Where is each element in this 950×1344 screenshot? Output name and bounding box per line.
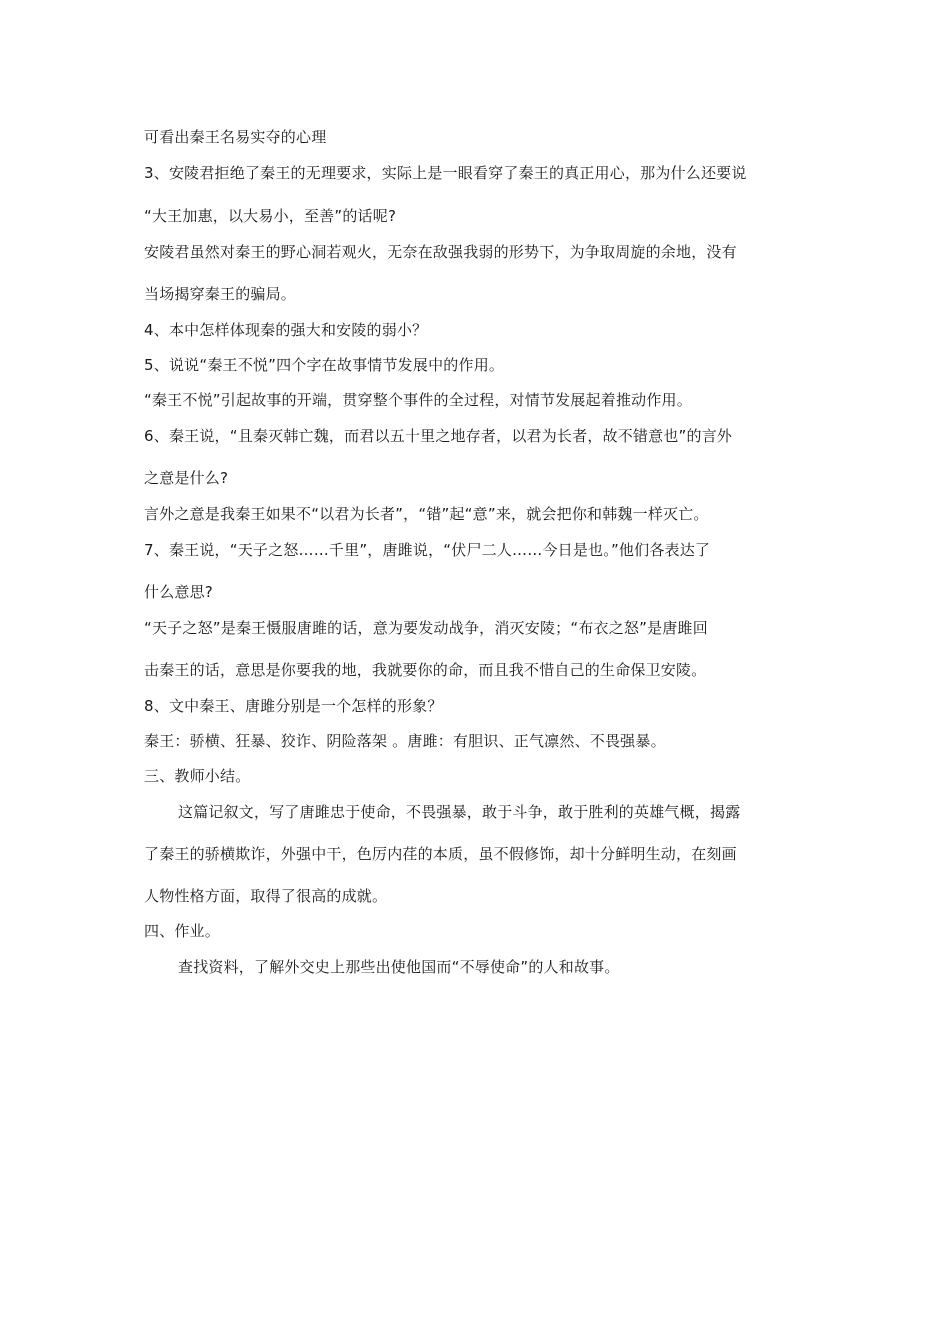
- homework-line: 查找资料，了解外交史上那些出使他国而“不辱使命”的人和故事。: [178, 958, 620, 976]
- section-heading-summary: 三、教师小结。: [144, 767, 251, 785]
- question-3-line-1: 3、安陵君拒绝了秦王的无理要求，实际上是一眼看穿了秦王的真正用心，那为什么还要说: [144, 164, 747, 182]
- question-7-line-2: 什么意思?: [144, 583, 213, 601]
- question-8-line: 8、文中秦王、唐雎分别是一个怎样的形象？: [144, 697, 443, 715]
- answer-8-line: 秦王：骄横、狂暴、狡诈、阴险落架 。唐雎：有胆识、正气凛然、不畏强暴。: [144, 732, 666, 750]
- summary-line-3: 人物性格方面，取得了很高的成就。: [144, 887, 388, 905]
- answer-7-line-2: 击秦王的话，意思是你要我的地，我就要你的命，而且我不惜自己的生命保卫安陵。: [144, 661, 707, 679]
- answer-7-line-1: “天子之怒”是秦王慑服唐雎的话，意为要发动战争，消灭安陵；“布衣之怒”是唐雎回: [144, 619, 708, 637]
- answer-6-line: 言外之意是我秦王如果不“以君为长者”，“错”起“意”来，就会把你和韩魏一样灭亡。: [144, 505, 709, 523]
- question-5-line: 5、说说“秦王不悦”四个字在故事情节发展中的作用。: [144, 356, 505, 374]
- question-6-line-2: 之意是什么?: [144, 469, 229, 487]
- question-3-line-2: “大王加惠，以大易小，至善”的话呢?: [144, 207, 397, 225]
- answer-5-line: “秦王不悦”引起故事的开端，贯穿整个事件的全过程，对情节发展起着推动作用。: [144, 391, 692, 409]
- answer-line: 可看出秦王名易实夺的心理: [144, 128, 327, 146]
- answer-3-line-2: 当场揭穿秦王的骗局。: [144, 285, 297, 303]
- question-6-line-1: 6、秦王说，“且秦灭韩亡魏，而君以五十里之地存者，以君为长者，故不错意也”的言外: [144, 427, 733, 445]
- summary-line-1: 这篇记叙文，写了唐雎忠于使命，不畏强暴，敢于斗争，敢于胜利的英雄气概，揭露: [178, 803, 741, 821]
- section-heading-homework: 四、作业。: [144, 922, 221, 940]
- summary-line-2: 了秦王的骄横欺诈，外强中干，色厉内荏的本质，虽不假修饰，却十分鲜明生动，在刻画: [144, 845, 737, 863]
- answer-3-line-1: 安陵君虽然对秦王的野心洞若观火，无奈在敌强我弱的形势下，为争取周旋的余地，没有: [144, 243, 737, 261]
- question-7-line-1: 7、秦王说，“天子之怒……千里”，唐雎说，“伏尸二人……今日是也。”他们各表达了: [144, 541, 711, 559]
- question-4-line: 4、本中怎样体现秦的强大和安陵的弱小？: [144, 321, 428, 339]
